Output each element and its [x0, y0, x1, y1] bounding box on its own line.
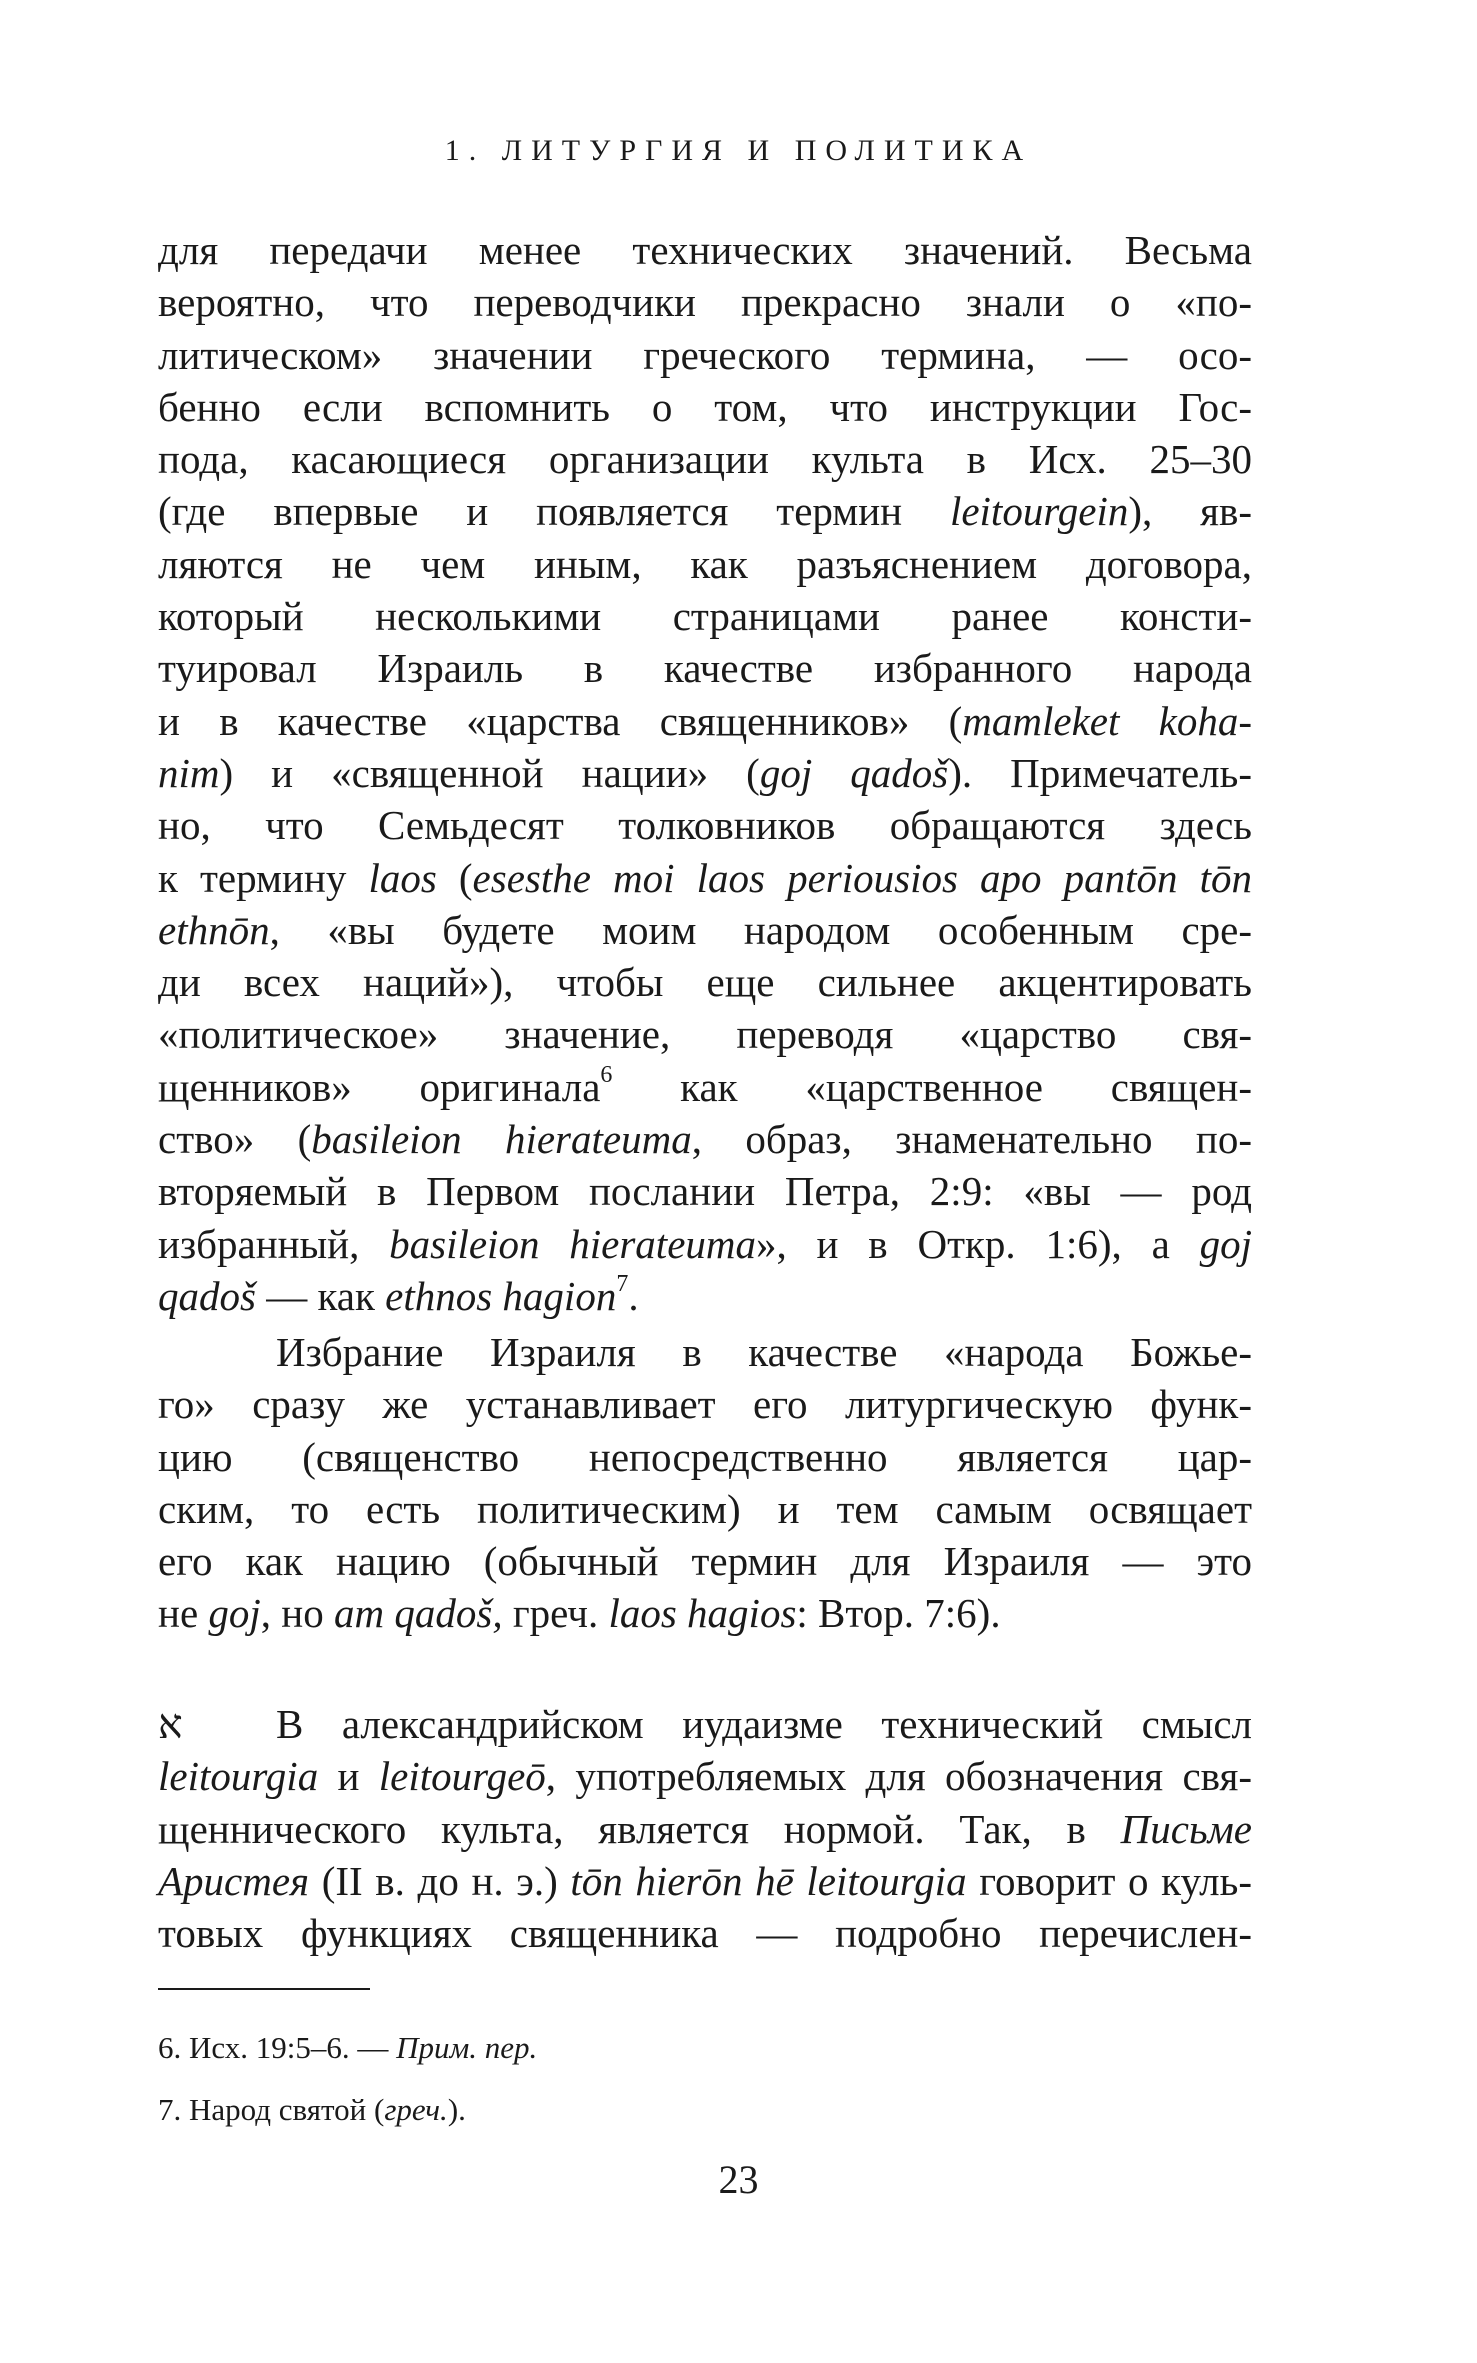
- italic-term: Письме: [1120, 1805, 1252, 1852]
- text-line: и в качестве «царства священников» (mamleket koha-: [158, 697, 1252, 744]
- italic-term: goj qadoš: [759, 749, 949, 796]
- italic-term: tōn hierōn hē leitourgia: [570, 1857, 967, 1904]
- italic-term: goj: [1199, 1220, 1252, 1267]
- italic-term: leitourgeō: [378, 1753, 546, 1800]
- italic-term: am qadoš,: [334, 1590, 503, 1637]
- italic-term: ethnōn: [158, 906, 270, 953]
- text-line: (где впервые и появляется термин leitourgein), яв-: [158, 488, 1252, 535]
- italic-term: греч.: [384, 2092, 448, 2127]
- italic-term: goj: [208, 1590, 261, 1637]
- italic-term: laos: [368, 854, 437, 901]
- footnote-ref-7[interactable]: 7: [616, 1271, 629, 1298]
- text-line: цию (священство непосредственно является цар-: [158, 1433, 1252, 1480]
- text-line: к термину laos (esesthe moi laos periousios apo pantōn tōn: [158, 854, 1252, 901]
- text-line: товых функциях священника — подробно перечислен-: [158, 1910, 1252, 1957]
- footnote-divider: [158, 1988, 370, 1990]
- text-line: ство» (basileion hierateuma, образ, знаменательно по-: [158, 1116, 1253, 1163]
- footnote-ref-6[interactable]: 6: [600, 1062, 613, 1089]
- italic-term: leitourgia: [158, 1753, 319, 1800]
- italic-term: nim: [158, 749, 220, 796]
- italic-term: Прим. пер.: [396, 2030, 538, 2065]
- text-line: литическом» значении греческого термина, — осо-: [158, 331, 1252, 378]
- text-line: вторяемый в Первом послании Петра, 2:9: «вы — род: [158, 1168, 1252, 1215]
- italic-term: qadoš: [158, 1272, 256, 1319]
- text-line: leitourgia и leitourgeō, употребляемых для обозначения свя-: [158, 1753, 1252, 1800]
- text-line: nim) и «священной нации» (goj qadoš). Примечатель-: [158, 749, 1252, 796]
- text-line: щенников» оригинала$^6$ как «царственное священ-: [158, 1062, 1252, 1110]
- text-line: го» сразу же устанавливает его литургическую функ-: [158, 1381, 1252, 1428]
- text-line: ди всех наций»), чтобы еще сильнее акцентировать: [158, 959, 1252, 1006]
- text-line: его как нацию (обычный термин для Израиля — это: [158, 1538, 1252, 1585]
- text-line: ским, то есть политическим) и тем самым освящает: [158, 1485, 1252, 1532]
- text-line: щеннического культа, является нормой. Так, в Письме: [158, 1805, 1252, 1852]
- text-line: пода, касающиеся организации культа в Исх. 25–30: [158, 436, 1252, 483]
- text-line: но, что Семьдесят толковников обращаются здесь: [158, 802, 1252, 849]
- italic-term: leitourgein: [949, 488, 1129, 535]
- text-line: для передачи менее технических значений. Весьма: [158, 227, 1252, 273]
- italic-term: Аристея: [158, 1857, 310, 1904]
- text-line: туировал Израиль в качестве избранного народа: [158, 645, 1252, 692]
- footnote-6: 6. Исх. 19:5–6. — Прим. пер.: [158, 2030, 538, 2065]
- text-line: вероятно, что переводчики прекрасно знали о «по-: [158, 279, 1252, 326]
- page-number: 23: [718, 2157, 759, 2202]
- text-line: qadoš — как ethnos hagion$^7$.: [158, 1271, 639, 1319]
- italic-term: esesthe moi laos periousios apo pantōn tōn: [472, 854, 1252, 901]
- italic-term: mamleket koha-: [962, 697, 1252, 744]
- italic-term: ethnos hagion: [385, 1272, 617, 1319]
- text-line: который несколькими страницами ранее консти-: [158, 593, 1252, 640]
- text-line: Аристея (II в. до н. э.) tōn hierōn hē leitourgia говорит о куль-: [158, 1857, 1252, 1904]
- text-line: א В александрийском иудаизме технический смысл: [158, 1698, 1252, 1750]
- text-line: «политическое» значение, переводя «царство свя-: [158, 1011, 1252, 1058]
- italic-term: laos hagios: [608, 1590, 797, 1637]
- text-line: ляются не чем иным, как разъяснением договора,: [158, 540, 1252, 587]
- footnote-7: 7. Народ святой (греч.).: [158, 2092, 466, 2127]
- aleph-mark: א: [158, 1700, 183, 1748]
- italic-term: basileion hierateuma: [311, 1116, 692, 1163]
- aleph-note: [158, 1698, 1252, 1959]
- paragraph-2: [158, 1326, 1252, 1640]
- text-line: Избрание Израиля в качестве «народа Божье-: [276, 1329, 1252, 1375]
- text-line: не goj, но am qadoš, греч. laos hagios: Втор. 7:6).: [158, 1590, 1001, 1637]
- running-head: 1. ЛИТУРГИЯ И ПОЛИТИКА: [444, 134, 1033, 167]
- text-line: избранный, basileion hierateuma», и в Откр. 1:6), а goj: [158, 1220, 1252, 1267]
- italic-term: basileion hierateuma: [389, 1220, 756, 1267]
- text-line: бенно если вспомнить о том, что инструкции Гос-: [158, 383, 1252, 430]
- paragraph-1: [158, 224, 1252, 1322]
- text-line: ethnōn, «вы будете моим народом особенным сре-: [158, 906, 1252, 953]
